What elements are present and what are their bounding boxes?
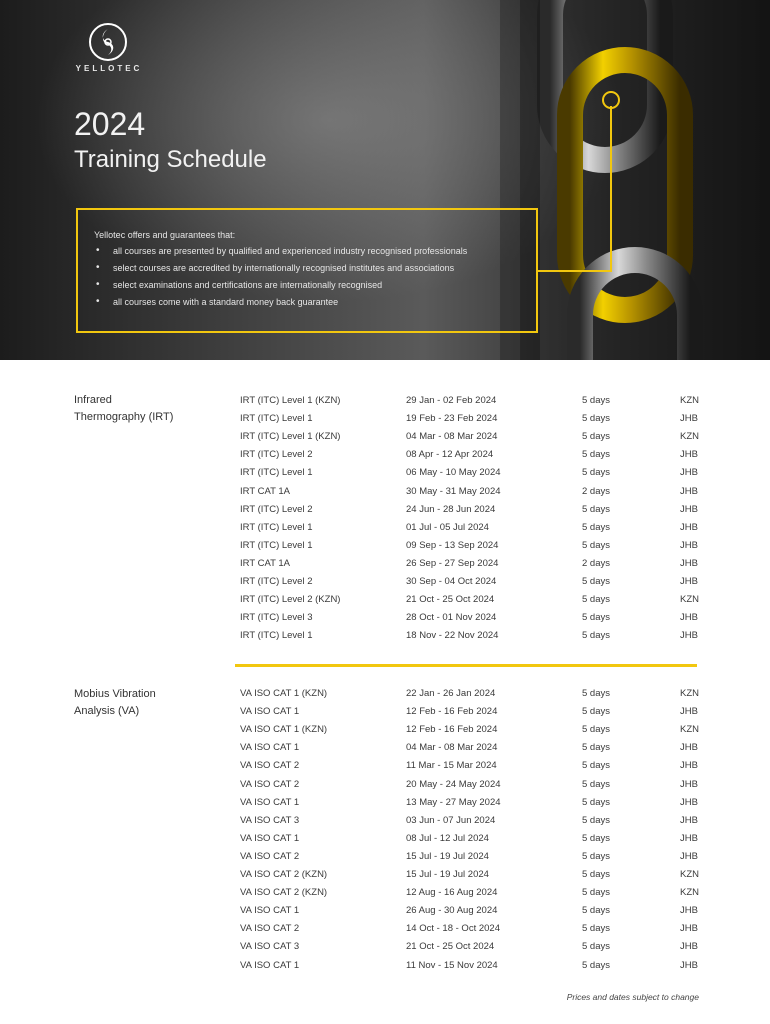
page-title: Training Schedule [74, 146, 267, 173]
table-row [0, 540, 770, 558]
course-dates: 04 Mar - 08 Mar 2024 [406, 431, 498, 443]
course-name: IRT (ITC) Level 2 [240, 503, 313, 515]
table-row [0, 797, 770, 815]
course-dates: 08 Jul - 12 Jul 2024 [406, 832, 489, 844]
yellotec-logo-icon [88, 22, 128, 62]
course-name: VA ISO CAT 2 [240, 778, 300, 790]
table-row [0, 630, 770, 648]
course-duration: 5 days [582, 814, 610, 826]
course-location: JHB [680, 576, 698, 587]
course-location: JHB [680, 521, 698, 533]
course-dates: 26 Aug - 30 Aug 2024 [406, 905, 498, 917]
table-row [0, 779, 770, 797]
course-dates: 11 Nov - 15 Nov 2024 [406, 959, 498, 971]
guarantee-intro: Yellotec offers and guarantees that: [94, 230, 236, 240]
course-duration: 5 days [582, 923, 610, 935]
course-name: IRT (ITC) Level 3 [240, 612, 313, 624]
course-duration: 5 days [582, 959, 610, 971]
course-name: IRT (ITC) Level 2 (KZN) [240, 594, 341, 606]
course-dates: 21 Oct - 25 Oct 2024 [406, 594, 495, 606]
table-row [0, 742, 770, 760]
course-location: JHB [680, 539, 698, 551]
course-duration: 5 days [582, 742, 610, 754]
course-duration: 5 days [582, 760, 610, 772]
table-row [0, 887, 770, 905]
course-name: IRT (ITC) Level 1 [240, 521, 313, 533]
course-dates: 15 Jul - 19 Jul 2024 [406, 869, 489, 880]
table-row [0, 612, 770, 630]
section-title-line: Mobius Vibration [74, 688, 156, 700]
course-location: JHB [680, 503, 698, 515]
course-duration: 2 days [582, 485, 610, 497]
course-dates: 30 May - 31 May 2024 [406, 485, 501, 497]
course-dates: 21 Oct - 25 Oct 2024 [406, 941, 495, 953]
course-location: JHB [680, 467, 698, 479]
course-location: JHB [680, 850, 698, 862]
brand-name: YELLOTEC [75, 64, 143, 73]
course-name: IRT (ITC) Level 1 [240, 630, 313, 642]
guarantee-list [94, 246, 520, 314]
course-location: JHB [680, 796, 698, 808]
course-location: JHB [680, 905, 698, 917]
table-row [0, 706, 770, 724]
course-duration: 5 days [582, 576, 610, 587]
course-duration: 5 days [582, 594, 610, 606]
table-row [0, 815, 770, 833]
course-duration: 5 days [582, 796, 610, 808]
course-dates: 12 Feb - 16 Feb 2024 [406, 706, 498, 718]
course-dates: 19 Feb - 23 Feb 2024 [406, 413, 498, 425]
section-title-line: Thermography (IRT) [74, 411, 174, 423]
course-name: VA ISO CAT 1 [240, 706, 300, 718]
course-name: VA ISO CAT 1 (KZN) [240, 688, 328, 699]
course-location: JHB [680, 630, 698, 642]
course-duration: 5 days [582, 449, 610, 461]
table-row [0, 869, 770, 887]
table-row [0, 467, 770, 485]
table-row [0, 413, 770, 431]
guarantee-item: • all courses are presented by qualified and experienced industry recognised professionals [94, 246, 520, 263]
course-name: VA ISO CAT 1 [240, 959, 300, 971]
course-dates: 08 Apr - 12 Apr 2024 [406, 449, 494, 461]
guarantee-item: • select courses are accredited by internationally recognised institutes and associations [94, 263, 520, 280]
course-duration: 5 days [582, 467, 610, 479]
course-dates: 28 Oct - 01 Nov 2024 [406, 612, 497, 624]
table-row [0, 522, 770, 540]
course-location: JHB [680, 612, 698, 624]
course-dates: 24 Jun - 28 Jun 2024 [406, 503, 496, 515]
table-row [0, 724, 770, 742]
course-duration: 5 days [582, 869, 610, 880]
course-dates: 15 Jul - 19 Jul 2024 [406, 850, 489, 862]
course-duration: 5 days [582, 905, 610, 917]
course-name: VA ISO CAT 2 [240, 850, 300, 862]
section-title-line: Analysis (VA) [74, 705, 140, 717]
callout-line [610, 106, 612, 272]
course-duration: 5 days [582, 431, 610, 443]
table-row [0, 941, 770, 959]
table-row [0, 504, 770, 522]
course-location: JHB [680, 413, 698, 425]
course-dates: 03 Jun - 07 Jun 2024 [406, 814, 496, 826]
table-row [0, 760, 770, 778]
course-dates: 13 May - 27 May 2024 [406, 796, 501, 808]
chain-image [500, 0, 770, 360]
course-dates: 06 May - 10 May 2024 [406, 467, 501, 479]
course-name: VA ISO CAT 1 [240, 905, 300, 917]
course-location: JHB [680, 959, 698, 971]
page-year: 2024 [74, 106, 146, 142]
course-location: KZN [680, 887, 699, 899]
course-duration: 5 days [582, 612, 610, 624]
course-dates: 09 Sep - 13 Sep 2024 [406, 539, 499, 551]
course-name: VA ISO CAT 2 [240, 923, 300, 935]
course-dates: 26 Sep - 27 Sep 2024 [406, 557, 499, 569]
course-name: IRT (ITC) Level 2 [240, 576, 313, 587]
course-duration: 5 days [582, 539, 610, 551]
course-location: JHB [680, 760, 698, 772]
course-dates: 29 Jan - 02 Feb 2024 [406, 395, 497, 406]
course-name: VA ISO CAT 1 [240, 796, 300, 808]
course-name: VA ISO CAT 1 (KZN) [240, 724, 328, 736]
course-duration: 5 days [582, 413, 610, 425]
course-duration: 5 days [582, 395, 610, 406]
course-location: JHB [680, 832, 698, 844]
course-duration: 5 days [582, 832, 610, 844]
table-row [0, 486, 770, 504]
table-row [0, 851, 770, 869]
course-duration: 5 days [582, 630, 610, 642]
guarantee-box [76, 208, 538, 333]
table-row [0, 594, 770, 612]
course-name: IRT (ITC) Level 1 [240, 413, 313, 425]
course-duration: 5 days [582, 724, 610, 736]
section-divider [235, 664, 697, 667]
course-name: VA ISO CAT 1 [240, 742, 300, 754]
course-location: KZN [680, 869, 699, 880]
course-duration: 5 days [582, 941, 610, 953]
course-location: JHB [680, 557, 698, 569]
course-dates: 14 Oct - 18 - Oct 2024 [406, 923, 500, 935]
course-dates: 30 Sep - 04 Oct 2024 [406, 576, 497, 587]
course-location: JHB [680, 814, 698, 826]
guarantee-item: • all courses come with a standard money back guarantee [94, 297, 520, 314]
course-name: VA ISO CAT 2 (KZN) [240, 869, 328, 880]
hero-banner [0, 0, 770, 360]
course-dates: 04 Mar - 08 Mar 2024 [406, 742, 498, 754]
course-dates: 22 Jan - 26 Jan 2024 [406, 688, 496, 699]
course-name: IRT (ITC) Level 2 [240, 449, 313, 461]
course-name: IRT CAT 1A [240, 485, 290, 497]
course-duration: 5 days [582, 887, 610, 899]
course-duration: 5 days [582, 850, 610, 862]
course-location: KZN [680, 688, 699, 699]
course-name: IRT CAT 1A [240, 557, 290, 569]
course-location: JHB [680, 449, 698, 461]
course-dates: 12 Feb - 16 Feb 2024 [406, 724, 498, 736]
course-name: VA ISO CAT 2 [240, 760, 300, 772]
footnote: Prices and dates subject to change [566, 992, 699, 1002]
course-name: IRT (ITC) Level 1 [240, 539, 313, 551]
course-duration: 5 days [582, 688, 610, 699]
table-row [0, 833, 770, 851]
table-row [0, 558, 770, 576]
course-name: VA ISO CAT 3 [240, 814, 300, 826]
course-dates: 01 Jul - 05 Jul 2024 [406, 521, 489, 533]
course-dates: 20 May - 24 May 2024 [406, 778, 501, 790]
course-duration: 5 days [582, 503, 610, 515]
table-row [0, 688, 770, 706]
course-location: KZN [680, 395, 699, 406]
table-row [0, 576, 770, 594]
guarantee-item: • select examinations and certifications are internationally recognised [94, 280, 520, 297]
course-location: JHB [680, 706, 698, 718]
course-location: KZN [680, 431, 699, 443]
table-row [0, 923, 770, 941]
course-name: IRT (ITC) Level 1 (KZN) [240, 431, 341, 443]
callout-ring-icon [602, 91, 620, 109]
section-title-line: Infrared [74, 394, 112, 406]
callout-line [538, 270, 612, 272]
course-location: JHB [680, 485, 698, 497]
table-row [0, 449, 770, 467]
course-location: JHB [680, 778, 698, 790]
course-location: JHB [680, 923, 698, 935]
course-location: KZN [680, 594, 699, 606]
course-name: VA ISO CAT 2 (KZN) [240, 887, 328, 899]
course-dates: 11 Mar - 15 Mar 2024 [406, 760, 497, 772]
table-row [0, 431, 770, 449]
course-dates: 18 Nov - 22 Nov 2024 [406, 630, 499, 642]
table-row [0, 960, 770, 978]
course-dates: 12 Aug - 16 Aug 2024 [406, 887, 498, 899]
course-location: KZN [680, 724, 699, 736]
course-name: VA ISO CAT 3 [240, 941, 300, 953]
course-name: IRT (ITC) Level 1 [240, 467, 313, 479]
course-location: JHB [680, 742, 698, 754]
course-location: JHB [680, 941, 698, 953]
course-name: IRT (ITC) Level 1 (KZN) [240, 395, 341, 406]
table-row [0, 905, 770, 923]
course-duration: 5 days [582, 778, 610, 790]
table-row [0, 395, 770, 413]
course-duration: 5 days [582, 521, 610, 533]
course-name: VA ISO CAT 1 [240, 832, 300, 844]
course-duration: 2 days [582, 557, 610, 569]
course-duration: 5 days [582, 706, 610, 718]
